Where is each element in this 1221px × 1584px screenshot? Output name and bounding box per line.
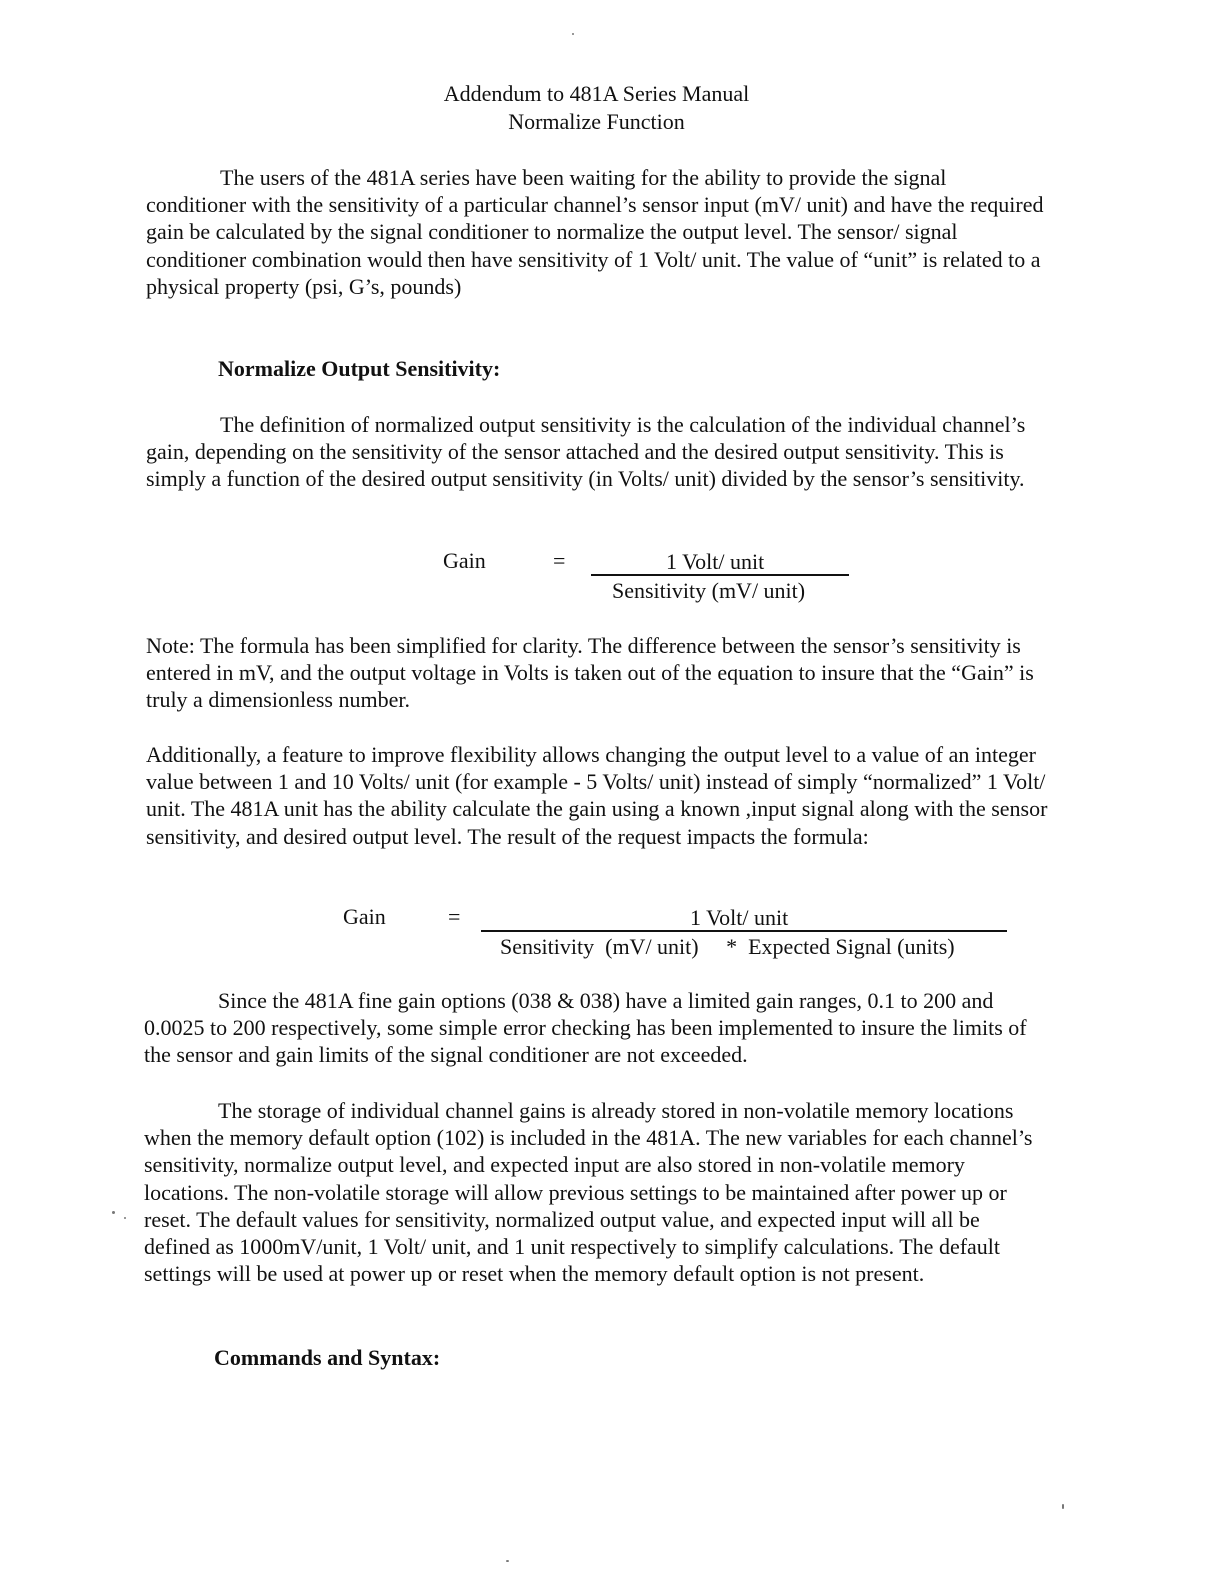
intro-paragraph: The users of the 481A series have been waiting for the ability to provide the signal conditioner with the sensitivity of a particular channel’s sensor input (mV/ unit) and have the required gain be calculated by the signal conditioner to normalize the output level. The sensor/ signal conditioner combination would then have sensitivity of 1 Volt/ unit. The value of “unit” is related to a physical property (psi, G’s, pounds) xyxy=(146,165,1044,299)
scan-speck xyxy=(506,1560,509,1562)
definition-paragraph: The definition of normalized output sensitivity is the calculation of the individual channel’s gain, depending on the sensitivity of the sensor attached and the desired output sensitivity. This is simply a function of the desired output sensitivity (in Volts/ unit) divided by the sensor’s sensitivity. xyxy=(146,412,1026,492)
section-heading-normalize: Normalize Output Sensitivity: xyxy=(218,356,501,381)
title-line-1: Addendum to 481A Series Manual xyxy=(443,81,750,106)
formula-2-numerator: 1 Volt/ unit xyxy=(690,905,789,930)
scan-speck xyxy=(1062,1504,1064,1509)
title-line-2: Normalize Function xyxy=(508,109,685,134)
section-heading-commands: Commands and Syntax: xyxy=(214,1345,441,1370)
formula-1-denominator: Sensitivity (mV/ unit) xyxy=(612,578,806,603)
formula-2-equals: = xyxy=(448,904,461,929)
scan-speck xyxy=(572,33,574,35)
formula-2-denominator: Sensitivity (mV/ unit) * Expected Signal (units) xyxy=(500,934,955,959)
gain-formula-1 xyxy=(0,547,1221,607)
formula-1-equals: = xyxy=(553,548,566,573)
gain-formula-2 xyxy=(0,903,1221,963)
formula-1-numerator: 1 Volt/ unit xyxy=(666,549,765,574)
formula-1-fraction-bar xyxy=(591,574,849,576)
flexibility-paragraph: Additionally, a feature to improve flexibility allows changing the output level to a value of an integer value between 1 and 10 Volts/ unit (for example - 5 Volts/ unit) instead of simply “normalized” 1 Volt/ unit. The 481A unit has the ability calculate the gain using a known ,input signal along with the sensor sensitivity, and desired output level. The result of the request impacts the formula: xyxy=(146,742,1048,849)
fine-gain-paragraph: Since the 481A fine gain options (038 & 038) have a limited gain ranges, 0.1 to 200 and 0.0025 to 200 respectively, some simple error checking has been implemented to insure the limits of the sensor and gain limits of the signal conditioner are not exceeded. xyxy=(144,988,1027,1068)
scan-speck xyxy=(124,1217,126,1219)
formula-1-lhs: Gain xyxy=(443,548,486,573)
formula-2-lhs: Gain xyxy=(343,904,386,929)
document-title xyxy=(0,80,1193,136)
formula-2-fraction-bar xyxy=(481,930,1007,932)
scan-speck xyxy=(112,1211,115,1214)
note-paragraph: Note: The formula has been simplified for clarity. The difference between the sensor’s sensitivity is entered in mV, and the output voltage in Volts is taken out of the equation to insure that the “Gain” is truly a dimensionless number. xyxy=(146,633,1034,713)
storage-paragraph: The storage of individual channel gains is already stored in non-volatile memory locations when the memory default option (102) is included in the 481A. The new variables for each channel’s sensitivity, normalize output level, and expected input are also stored in non-volatile memory locations. The non-volatile storage will allow previous settings to be maintained after power up or reset. The default values for sensitivity, normalized output value, and expected input will all be defined as 1000mV/unit, 1 Volt/ unit, and 1 unit respectively to simplify calculations. The default settings will be used at power up or reset when the memory default option is not present. xyxy=(144,1098,1033,1287)
